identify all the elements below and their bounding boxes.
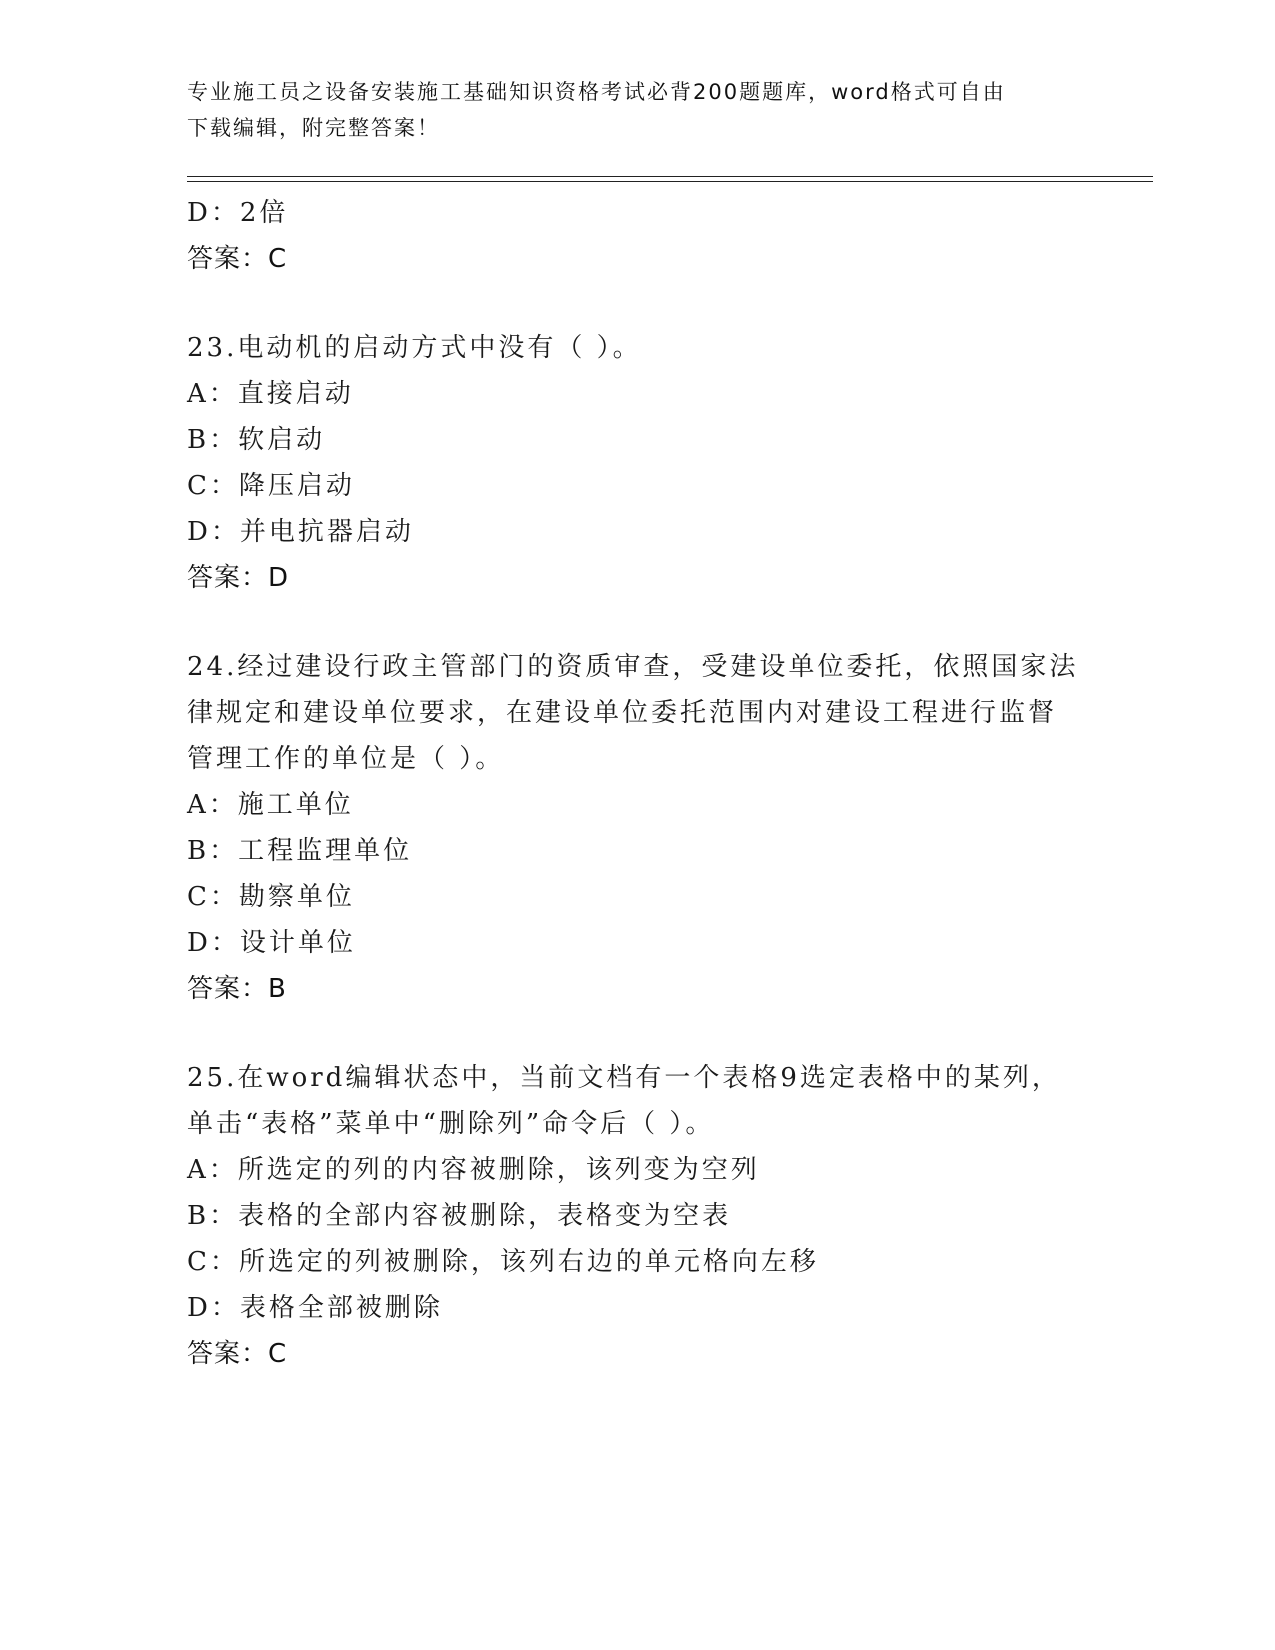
question-stem-line-3: 管理工作的单位是（ ）。 xyxy=(187,744,505,774)
option-c: C：勘察单位 xyxy=(187,882,355,912)
spacer xyxy=(187,282,1087,325)
header-divider-top xyxy=(187,176,1153,177)
option-b: B：工程监理单位 xyxy=(187,836,413,866)
option-a: A：所选定的列的内容被删除，该列变为空列 xyxy=(187,1155,760,1185)
question-stem-line-2: 单击“表格”菜单中“删除列”命令后（ ）。 xyxy=(187,1109,715,1139)
question-24 xyxy=(187,644,1087,1012)
spacer xyxy=(187,1012,1087,1055)
answer: 答案：D xyxy=(187,563,290,593)
spacer xyxy=(187,601,1087,644)
document-body xyxy=(187,190,1087,1377)
header-line-2: 下载编辑，附完整答案！ xyxy=(187,116,440,140)
option-b: B：表格的全部内容被删除，表格变为空表 xyxy=(187,1201,732,1231)
question-stem-line-1: 24.经过建设行政主管部门的资质审查，受建设单位委托，依照国家法 xyxy=(187,652,1079,682)
answer: 答案：B xyxy=(187,974,287,1004)
question-25 xyxy=(187,1055,1087,1377)
question-stem-line-2: 律规定和建设单位要求，在建设单位委托范围内对建设工程进行监督 xyxy=(187,698,1058,728)
option-d: D：设计单位 xyxy=(187,928,356,958)
option-b: B：软启动 xyxy=(187,425,326,455)
option-a: A：施工单位 xyxy=(187,790,354,820)
option-d-continued: D：2倍 xyxy=(187,198,289,228)
header-divider-bottom xyxy=(187,181,1153,182)
question-23 xyxy=(187,325,1087,601)
question-stem-line-1: 25.在word编辑状态中，当前文档有一个表格9选定表格中的某列， xyxy=(187,1063,1061,1093)
answer-continued: 答案：C xyxy=(187,244,288,274)
option-d: D：表格全部被删除 xyxy=(187,1293,443,1323)
option-a: A：直接启动 xyxy=(187,379,354,409)
header-line-1: 专业施工员之设备安装施工基础知识资格考试必背200题题库，word格式可自由 xyxy=(187,80,1006,104)
question-stem: 23.电动机的启动方式中没有（ ）。 xyxy=(187,333,642,363)
option-c: C：降压启动 xyxy=(187,471,355,501)
answer: 答案：C xyxy=(187,1339,288,1369)
document-header xyxy=(187,74,1067,146)
option-d: D：并电抗器启动 xyxy=(187,517,414,547)
option-c: C：所选定的列被删除，该列右边的单元格向左移 xyxy=(187,1247,819,1277)
